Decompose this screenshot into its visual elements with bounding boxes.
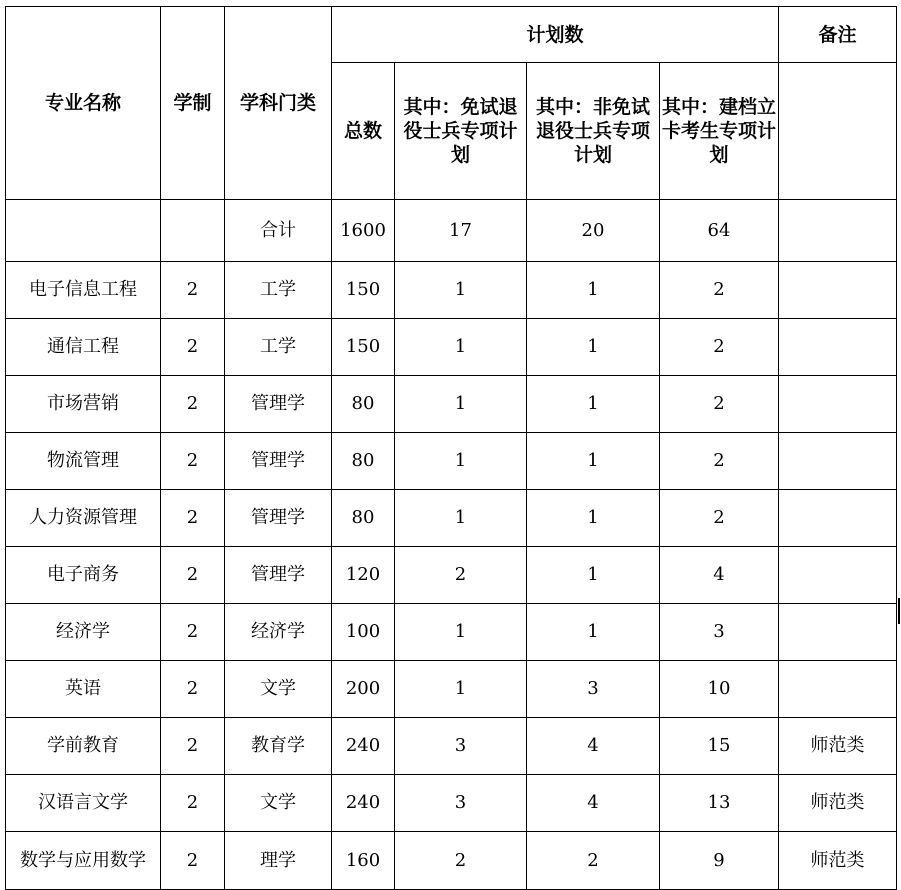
text-cursor-mark <box>898 598 900 624</box>
summary-exempt-veterans: 17 <box>395 200 527 262</box>
row-nonexempt: 1 <box>527 376 660 433</box>
row-exempt: 3 <box>395 775 527 832</box>
row-major: 电子信息工程 <box>6 262 161 319</box>
row-discipline: 管理学 <box>225 433 332 490</box>
table-row <box>6 832 897 890</box>
header-total: 总数 <box>332 63 395 200</box>
row-duration: 2 <box>161 832 225 890</box>
row-poverty: 2 <box>660 319 779 376</box>
summary-label: 合计 <box>225 200 332 262</box>
row-nonexempt: 2 <box>527 832 660 890</box>
row-major: 物流管理 <box>6 433 161 490</box>
row-remark: 师范类 <box>779 832 897 890</box>
header-remarks-blank <box>779 63 897 200</box>
row-remark <box>779 490 897 547</box>
row-remark <box>779 547 897 604</box>
row-duration: 2 <box>161 775 225 832</box>
row-poverty: 2 <box>660 433 779 490</box>
row-discipline: 理学 <box>225 832 332 890</box>
row-discipline: 教育学 <box>225 718 332 775</box>
row-total: 120 <box>332 547 395 604</box>
row-total: 80 <box>332 490 395 547</box>
row-major: 通信工程 <box>6 319 161 376</box>
row-poverty: 4 <box>660 547 779 604</box>
row-exempt: 2 <box>395 832 527 890</box>
row-major: 数学与应用数学 <box>6 832 161 890</box>
row-major: 电子商务 <box>6 547 161 604</box>
row-duration: 2 <box>161 490 225 547</box>
row-major: 英语 <box>6 661 161 718</box>
row-remark <box>779 262 897 319</box>
table-row <box>6 262 897 319</box>
table-row <box>6 319 897 376</box>
row-poverty: 2 <box>660 490 779 547</box>
row-nonexempt: 3 <box>527 661 660 718</box>
row-remark: 师范类 <box>779 775 897 832</box>
row-nonexempt: 1 <box>527 490 660 547</box>
row-remark <box>779 376 897 433</box>
row-exempt: 1 <box>395 433 527 490</box>
header-poverty-students: 其中：建档立卡考生专项计划 <box>660 63 779 200</box>
summary-remark-blank <box>779 200 897 262</box>
table-row <box>6 490 897 547</box>
row-nonexempt: 1 <box>527 604 660 661</box>
table-row <box>6 604 897 661</box>
enrollment-plan-table <box>5 6 897 890</box>
summary-poverty-students: 64 <box>660 200 779 262</box>
row-total: 80 <box>332 433 395 490</box>
row-discipline: 工学 <box>225 319 332 376</box>
row-major: 经济学 <box>6 604 161 661</box>
row-major: 汉语言文学 <box>6 775 161 832</box>
row-duration: 2 <box>161 718 225 775</box>
header-major: 专业名称 <box>6 7 161 200</box>
row-nonexempt: 1 <box>527 319 660 376</box>
row-discipline: 工学 <box>225 262 332 319</box>
summary-nonexempt-veterans: 20 <box>527 200 660 262</box>
header-remarks: 备注 <box>779 7 897 63</box>
row-poverty: 9 <box>660 832 779 890</box>
table-row <box>6 376 897 433</box>
row-discipline: 管理学 <box>225 376 332 433</box>
row-nonexempt: 1 <box>527 262 660 319</box>
row-duration: 2 <box>161 604 225 661</box>
row-exempt: 1 <box>395 490 527 547</box>
row-nonexempt: 4 <box>527 775 660 832</box>
row-discipline: 管理学 <box>225 490 332 547</box>
row-total: 150 <box>332 262 395 319</box>
row-total: 200 <box>332 661 395 718</box>
row-nonexempt: 1 <box>527 547 660 604</box>
row-total: 240 <box>332 718 395 775</box>
row-duration: 2 <box>161 262 225 319</box>
row-remark: 师范类 <box>779 718 897 775</box>
table-header <box>6 7 897 200</box>
row-poverty: 10 <box>660 661 779 718</box>
table-row <box>6 718 897 775</box>
row-remark <box>779 433 897 490</box>
table-row <box>6 661 897 718</box>
row-exempt: 2 <box>395 547 527 604</box>
row-duration: 2 <box>161 376 225 433</box>
row-exempt: 3 <box>395 718 527 775</box>
header-plan-group: 计划数 <box>332 7 779 63</box>
row-total: 100 <box>332 604 395 661</box>
summary-total: 1600 <box>332 200 395 262</box>
row-discipline: 经济学 <box>225 604 332 661</box>
table-row <box>6 547 897 604</box>
row-discipline: 管理学 <box>225 547 332 604</box>
row-poverty: 13 <box>660 775 779 832</box>
row-nonexempt: 4 <box>527 718 660 775</box>
header-duration: 学制 <box>161 7 225 200</box>
row-major: 学前教育 <box>6 718 161 775</box>
row-exempt: 1 <box>395 661 527 718</box>
row-total: 240 <box>332 775 395 832</box>
row-poverty: 15 <box>660 718 779 775</box>
row-total: 160 <box>332 832 395 890</box>
row-exempt: 1 <box>395 262 527 319</box>
row-remark <box>779 604 897 661</box>
row-total: 80 <box>332 376 395 433</box>
summary-major-blank <box>6 200 161 262</box>
row-poverty: 2 <box>660 376 779 433</box>
row-exempt: 1 <box>395 604 527 661</box>
summary-row <box>6 200 897 262</box>
header-exempt-veterans: 其中：免试退役士兵专项计划 <box>395 63 527 200</box>
summary-duration-blank <box>161 200 225 262</box>
row-remark <box>779 319 897 376</box>
row-remark <box>779 661 897 718</box>
row-total: 150 <box>332 319 395 376</box>
row-discipline: 文学 <box>225 661 332 718</box>
header-nonexempt-veterans: 其中：非免试退役士兵专项计划 <box>527 63 660 200</box>
row-poverty: 3 <box>660 604 779 661</box>
table-row <box>6 775 897 832</box>
table-body <box>6 200 897 890</box>
row-duration: 2 <box>161 433 225 490</box>
header-discipline: 学科门类 <box>225 7 332 200</box>
row-exempt: 1 <box>395 319 527 376</box>
row-duration: 2 <box>161 661 225 718</box>
row-poverty: 2 <box>660 262 779 319</box>
row-duration: 2 <box>161 319 225 376</box>
row-major: 人力资源管理 <box>6 490 161 547</box>
table-row <box>6 433 897 490</box>
row-duration: 2 <box>161 547 225 604</box>
row-discipline: 文学 <box>225 775 332 832</box>
row-exempt: 1 <box>395 376 527 433</box>
header-row-top <box>6 7 897 63</box>
row-major: 市场营销 <box>6 376 161 433</box>
row-nonexempt: 1 <box>527 433 660 490</box>
